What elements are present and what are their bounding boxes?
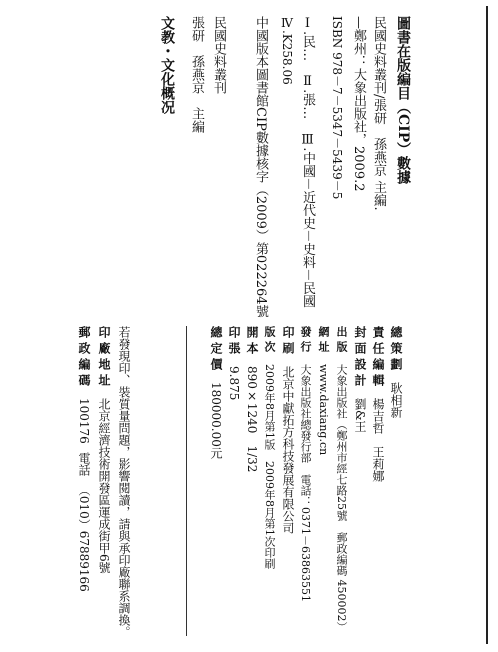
colophon-label: 印刷 xyxy=(281,326,295,358)
colophon-value: www.daxiang.cn xyxy=(317,364,330,456)
colophon-value: 楊吉哲 王莉娜 xyxy=(371,398,385,482)
tel-label: 電話 xyxy=(77,451,91,476)
colophon-value: 劉&王 xyxy=(353,398,367,433)
editors: 張研 孫燕京 主編 xyxy=(189,16,204,133)
colophon-row-8 xyxy=(264,326,275,569)
quality-notice: 若發現印、裝質量問題，影響閱讀，請與承印廠聯系調換。 xyxy=(117,326,131,638)
colophon-value: 890×1240 1/32 xyxy=(245,366,259,473)
colophon-row-7 xyxy=(282,326,294,534)
colophon-label: 版次 xyxy=(263,326,276,356)
colophon-row-11 xyxy=(210,326,222,459)
subjects-line-1: Ⅰ.民… Ⅱ.張… Ⅲ.中國－近代史－史料－民國 xyxy=(300,16,315,308)
colophon-label: 開本 xyxy=(245,326,259,358)
postcode-label: 郵政編碼 xyxy=(77,326,91,390)
subjects-line-2: Ⅳ.K258.06 xyxy=(280,16,294,85)
colophon-label: 發行 xyxy=(299,326,312,356)
colophon-value: 大象出版社（鄭州市經七路25號 郵政編碼 450002） xyxy=(335,364,348,633)
colophon-row-2 xyxy=(372,326,384,482)
cip-title: 圖書在版編目（CIP）數據 xyxy=(395,16,411,185)
colophon-value: 9.875 xyxy=(227,366,241,401)
tel-value: （010）67889166 xyxy=(77,483,91,592)
colophon-value: 2009年8月第1版 2009年8月第1次印刷 xyxy=(263,364,276,569)
colophon-row-9 xyxy=(246,326,258,472)
divider xyxy=(186,326,187,636)
page-frame xyxy=(8,6,488,644)
colophon-row-1 xyxy=(390,326,402,418)
series-title: 民國史料叢刊 xyxy=(211,16,226,94)
colophon-row-5 xyxy=(318,326,329,455)
volume-title: 文教・文化概况 xyxy=(159,16,175,114)
colophon-label: 總定價 xyxy=(209,326,223,374)
colophon-label: 印張 xyxy=(227,326,241,358)
cip-entry-line-2: —鄭州：大象出版社，2009.2 xyxy=(351,16,366,192)
colophon-label: 出版 xyxy=(335,326,348,356)
cip-entry-line-1: 民國史料叢刊/張研 孫燕京 主編. xyxy=(371,16,386,211)
colophon-label: 責任編輯 xyxy=(371,326,385,390)
printer-address-value: 北京經濟技術開發區運成街甲6號 xyxy=(97,398,111,574)
colophon-label: 總策劃 xyxy=(389,326,403,374)
colophon-label: 封面設計 xyxy=(353,326,367,390)
colophon-row-10 xyxy=(228,326,240,400)
colophon-row-6 xyxy=(300,326,311,602)
colophon-row-4 xyxy=(336,326,347,633)
colophon-value: 北京中獻拓方科技發展有限公司 xyxy=(281,366,295,534)
printer-postcode-row xyxy=(78,326,90,592)
colophon-value: 180000.00元 xyxy=(209,382,223,459)
colophon-value: 大象出版社總發行部 電話：0371－63863551 xyxy=(299,364,312,602)
printer-address-row xyxy=(98,326,110,574)
colophon-value: 耿相新 xyxy=(389,382,403,418)
isbn: ISBN 978－7－5347－5439－5 xyxy=(330,16,344,200)
postcode-value: 100176 xyxy=(77,398,91,444)
printer-address-label: 印廠地址 xyxy=(97,326,111,390)
cip-number: 中國版本圖書館CIP數據核字（2009）第022264號 xyxy=(253,16,268,318)
colophon-row-3 xyxy=(354,326,366,433)
colophon-label: 網址 xyxy=(317,326,330,356)
